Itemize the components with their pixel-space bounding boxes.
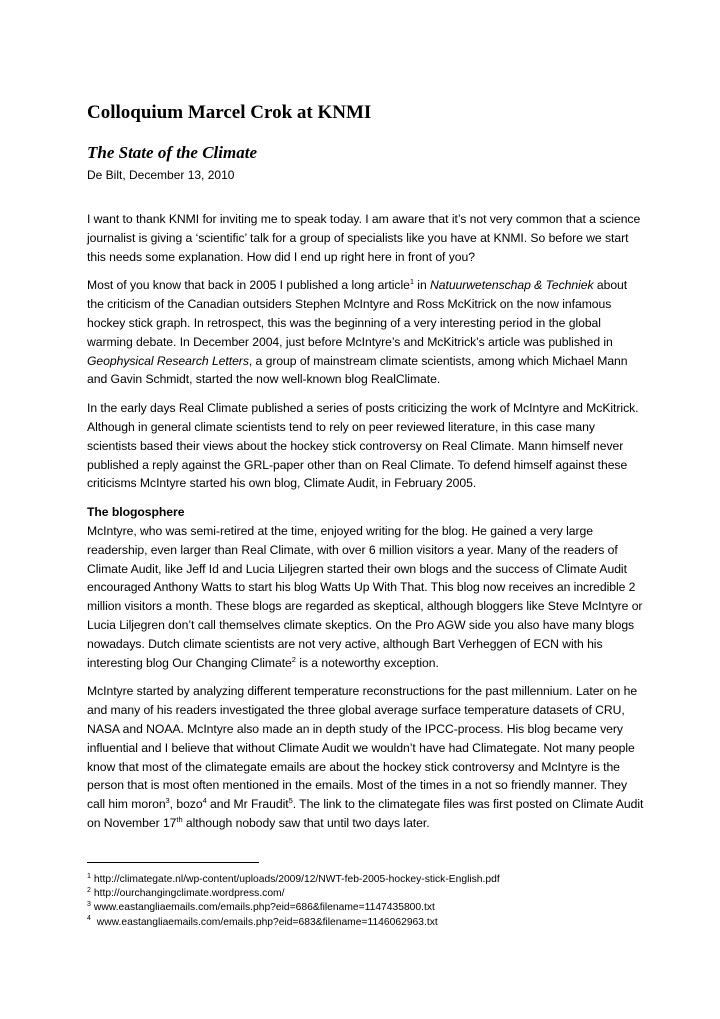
footnote-ref-2[interactable]: 2: [291, 654, 296, 664]
footnote-link[interactable]: http://climategate.nl/wp-content/uploads/2009/12/NWT-feb-2005-hockey-stick-English.pdf: [93, 874, 500, 885]
footnote-number: 4: [87, 915, 91, 923]
paragraph-text: is a noteworthy exception.: [295, 655, 439, 670]
dateline: De Bilt, December 13, 2010: [87, 168, 235, 182]
paragraph-text: , a group of mainstream climate scientists, among which Michael Mann and Gavin Schmidt, started the now well-known blog RealClimate.: [87, 353, 628, 387]
paragraph-text: . The link to the climategate files was first posted on Climate Audit on November 17: [87, 797, 644, 830]
paragraph-text: although nobody saw that until two days later.: [182, 815, 430, 830]
paragraph-intro: I want to thank KNMI for inviting me to speak today. I am aware that it’s not very common that a science journalist is giving a ‘scientific’ talk for a group of specialists like you have at KNMI. So before we start this needs some explanation. How did I end up right here in front of you?: [87, 212, 641, 264]
footnotes: [87, 873, 647, 930]
footnote-3: [87, 901, 647, 915]
section-blogosphere: [87, 503, 647, 672]
document-subtitle: The State of the Climate: [87, 143, 257, 162]
paragraph-article: [87, 276, 647, 389]
paragraph-text: McIntyre started by analyzing different temperature reconstructions for the past millennium. Later on he and many of his readers investigated the three global average surface temperature datasets of CRU, NASA and NOAA. McIntyre also made an in depth study of the IPCC-process. His blog became very influential and I believe that without Climate Audit we wouldn’t have had Climategate. Not many people know that most of the climategate emails are about the hockey stick controversy and McIntyre is the person that is most often mentioned in the emails. Most of the times in a not so friendly manner. They call him moron: [87, 684, 638, 812]
footnote-link[interactable]: www.eastangliaemails.com/emails.php?eid=686&filename=1147435800.txt: [93, 902, 435, 914]
footnote-ref-1[interactable]: 1: [409, 277, 414, 287]
footnote-number: 2: [87, 886, 91, 894]
footnote-link[interactable]: http://ourchangingclimate.wordpress.com/: [93, 888, 285, 900]
paragraph-text: in: [413, 278, 431, 293]
footnote-divider: [87, 862, 259, 863]
footnote-number: 3: [87, 900, 91, 908]
footnote-ref-3[interactable]: 3: [165, 796, 170, 806]
footnote-4: [87, 916, 647, 930]
footnote-ref-4[interactable]: 4: [202, 796, 207, 806]
ordinal-suffix: th: [176, 814, 183, 824]
section-heading: The blogosphere: [87, 505, 185, 520]
footnote-1: [87, 873, 647, 887]
body-text: [87, 210, 647, 843]
footnote-number: 1: [87, 872, 91, 880]
paragraph-text: McIntyre, who was semi-retired at the time, enjoyed writing for the blog. He gained a very large readership, even larger than Real Climate, with over 6 million visitors a year. Many of the readers of Climate Audit, like Jeff Id and Lucia Liljegren started their own blogs and the success of Climate Audit encouraged Anthony Watts to start his blog Watts Up With That. This blog now receives an incredible 2 million visitors a month. These blogs are regarded as skeptical, although bloggers like Steve McIntyre or Lucia Liljegren don’t call themselves climate skeptics. On the Pro AGW side you also have many blogs nowadays. Dutch climate scientists are not very active, although Bart Verheggen of ECN with his interesting blog Our Changing Climate: [87, 523, 643, 670]
paragraph-text: Most of you know that back in 2005 I published a long article: [87, 278, 410, 293]
paragraph-climategate: [87, 682, 647, 832]
paragraph-text: about the criticism of the Canadian outsiders Stephen McIntyre and Ross McKitrick on the now infamous hockey stick graph. In retrospect, this was the beginning of a very interesting period in the global warming debate. In December 2004, just before McIntyre’s and McKitrick’s article was published in: [87, 278, 628, 349]
journal-name: Geophysical Research Letters: [87, 353, 249, 368]
footnote-2: [87, 887, 647, 901]
footnote-ref-5[interactable]: 5: [288, 796, 293, 806]
paragraph-text: and Mr Fraudit: [206, 797, 289, 812]
paragraph-text: , bozo: [169, 797, 203, 812]
footnote-link[interactable]: www.eastangliaemails.com/emails.php?eid=683&filename=1146062963.txt: [93, 916, 438, 928]
document-title: Colloquium Marcel Crok at KNMI: [87, 102, 372, 123]
paragraph-realclimate: In the early days Real Climate published a series of posts criticizing the work of McIntyre and McKitrick. Although in general climate scientists tend to rely on peer reviewed literature, in this case many scientists based their views about the hockey stick controversy on Real Climate. Mann himself never published a reply against the GRL-paper other than on Real Climate. To defend himself against these criticisms McIntyre started his own blog, Climate Audit, in February 2005.: [87, 401, 639, 491]
magazine-name: Natuurwetenschap & Techniek: [430, 278, 594, 293]
